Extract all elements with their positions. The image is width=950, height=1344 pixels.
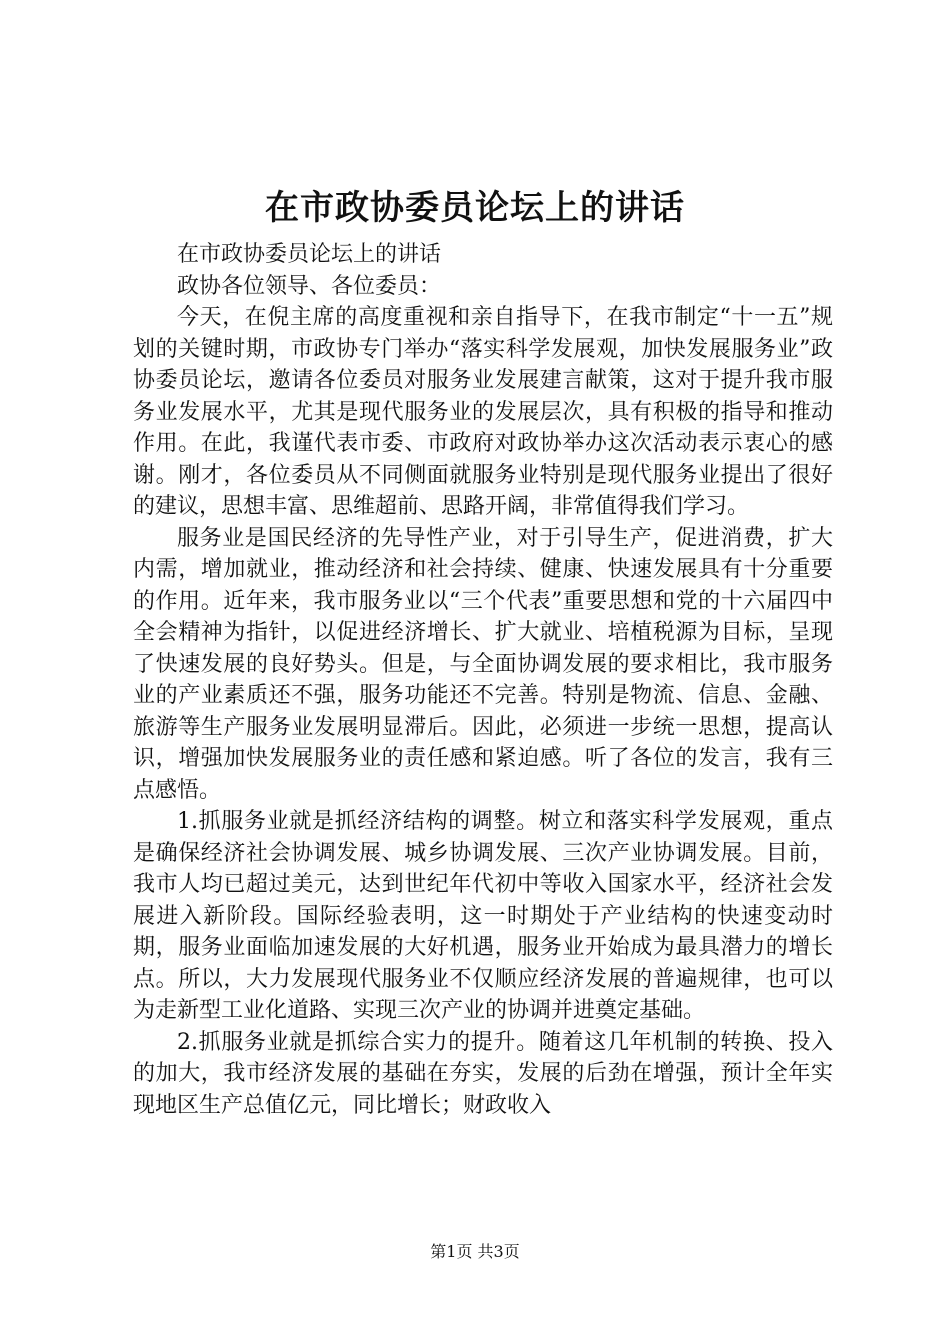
body-paragraph: 2.抓服务业就是抓综合实力的提升。随着这几年机制的转换、投入的加大，我市经济发展的基础在夯实，发展的后劲在增强，预计全年实现地区生产总值亿元，同比增长；财政收入 <box>133 1029 833 1118</box>
document-body <box>133 239 833 1121</box>
document-title: 在市政协委员论坛上的讲话 <box>265 188 685 228</box>
salutation-paragraph: 政协各位领导、各位委员： <box>177 273 442 299</box>
body-paragraph: 今天，在倪主席的高度重视和亲自指导下，在我市制定“十一五”规划的关键时期，市政协专门举办“落实科学发展观，加快发展服务业”政协委员论坛，邀请各位委员对服务业发展建言献策，这对于提升我市服务业发展水平，尤其是现代服务业的发展层次，具有积极的指导和推动作用。在此，我谨代表市委、市政府对政协举办这次活动表示衷心的感谢。刚才，各位委员从不同侧面就服务业特别是现代服务业提出了很好的建议，思想丰富、思维超前、思路开阔，非常值得我们学习。 <box>133 305 833 519</box>
body-paragraph: 服务业是国民经济的先导性产业，对于引导生产，促进消费，扩大内需，增加就业，推动经济和社会持续、健康、快速发展具有十分重要的作用。近年来，我市服务业以“三个代表”重要思想和党的十六届四中全会精神为指针，以促进经济增长、扩大就业、培植税源为目标，呈现了快速发展的良好势头。但是，与全面协调发展的要求相比，我市服务业的产业素质还不强，服务功能还不完善。特别是物流、信息、金融、旅游等生产服务业发展明显滞后。因此，必须进一步统一思想，提高认识，增强加快发展服务业的责任感和紧迫感。听了各位的发言，我有三点感悟。 <box>133 525 833 803</box>
page-footer: 第1页 共3页 <box>430 1242 520 1261</box>
subtitle-paragraph: 在市政协委员论坛上的讲话 <box>177 242 442 267</box>
body-paragraph: 1.抓服务业就是抓经济结构的调整。树立和落实科学发展观，重点是确保经济社会协调发展、城乡协调发展、三次产业协调发展。目前，我市人均已超过美元，达到世纪年代初中等收入国家水平，经济社会发展进入新阶段。国际经验表明，这一时期处于产业结构的快速变动时期，服务业面临加速发展的大好机遇，服务业开始成为最具潜力的增长点。所以，大力发展现代服务业不仅顺应经济发展的普遍规律，也可以为走新型工业化道路、实现三次产业的协调并进奠定基础。 <box>133 809 833 1023</box>
